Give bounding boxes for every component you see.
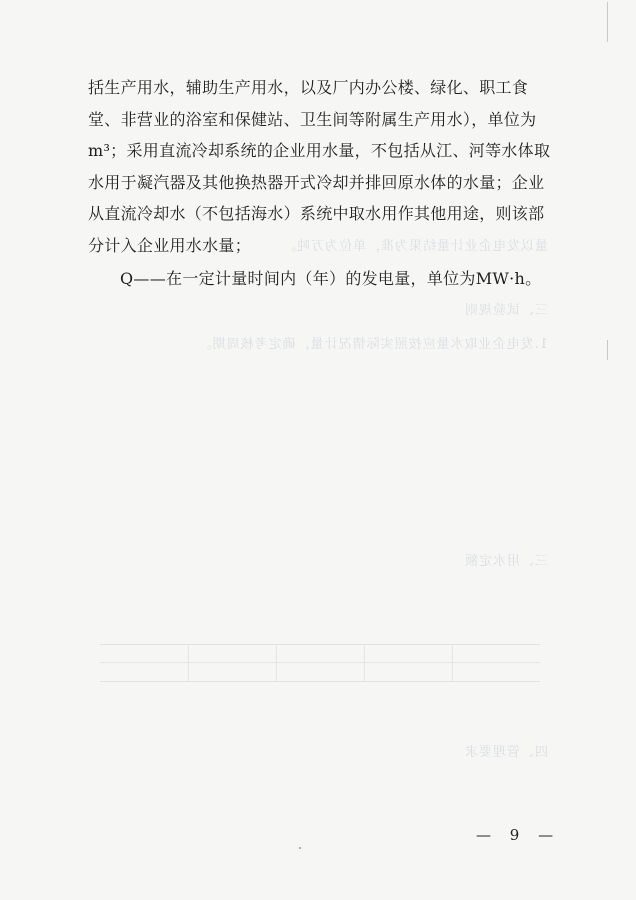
bleed-through-line: 1.发电企业取水量应按照实际情况计量，确定考核周期。 [197, 337, 548, 352]
page-number [476, 826, 555, 844]
bleed-through-heading: 三、试验规则 [463, 303, 548, 318]
body-paragraph-2: Q——在一定计量时间内（年）的发电量，单位为MW·h。 [120, 269, 542, 288]
body-paragraph-1: 括生产用水，辅助生产用水，以及厂内办公楼、绿化、职工食堂、非营业的浴室和保健站、卫生间等附属生产用水），单位为m³；采用直流冷却系统的企业用水量，不包括从江、河等水体取水用于凝汽器及其他换热器开式冷却并排回原水体的水量；企业从直流冷却水（不包括海水）系统中取水用作其他用途，则该部分计入企业用水水量； [88, 78, 551, 255]
bleed-through-heading: 四、管理要求 [463, 745, 548, 760]
bleed-through-heading: 三、用水定额 [463, 554, 548, 569]
bleed-through-line: 量以发电企业计量结果为准，单位为万吨。 [281, 239, 548, 254]
binding-mark [607, 340, 608, 360]
page-dash-right: — [538, 826, 556, 844]
bleed-through-table [100, 644, 540, 682]
scan-speck [299, 847, 301, 849]
page-number-value: 9 [509, 826, 522, 844]
page-dash-left: — [476, 826, 493, 844]
binding-mark [607, 2, 608, 42]
